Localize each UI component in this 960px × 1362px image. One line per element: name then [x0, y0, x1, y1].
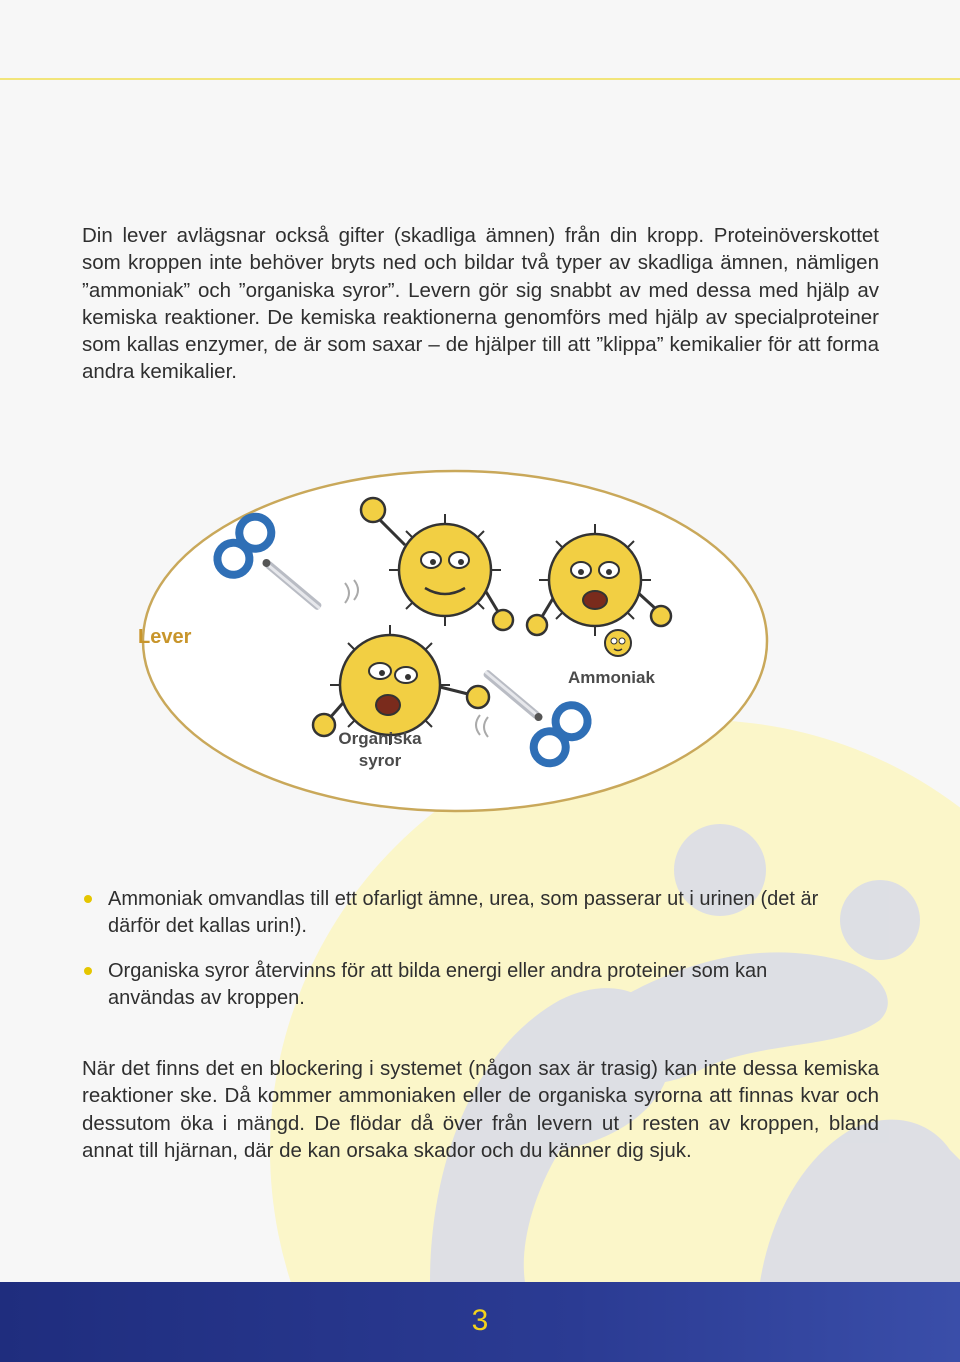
organiska-syror-label-line1: Organiska — [338, 729, 422, 748]
intro-paragraph: Din lever avlägsnar också gifter (skadliga ämnen) från din kropp. Proteinöverskottet som kroppen inte behöver bryts ned och bildar två typer av skadliga ämnen, nämligen ”ammoniak” och ”organiska syror”. Levern gör sig snabbt av med dessa med hjälp av kemiska reaktioner. De kemiska reaktionerna genomförs med hjälp av specialproteiner som kallas enzymer, de är som saxar – de hjälper till att ”klippa” kemikalier för att forma andra kemikalier. — [82, 224, 879, 384]
lever-label: Lever — [138, 626, 192, 648]
liver-illustration — [140, 445, 790, 835]
small-ammonia-character-icon — [605, 630, 631, 656]
organiska-syror-label — [328, 728, 432, 772]
organiska-syror-label-line2: syror — [358, 751, 402, 770]
page-number: 3 — [471, 1304, 489, 1337]
liver-oval — [143, 471, 767, 811]
ammoniak-label: Ammoniak — [568, 668, 655, 687]
closing-paragraph: När det finns det en blockering i systemet (någon sax är trasig) kan inte dessa kemiska reaktioner ske. Då kommer ammoniaken eller de organiska syrorna att finnas kvar och dessutom öka i mängd. De flödar då över från levern ut i resten av kroppen, bland annat till hjärnan, där de kan orsaka skador och du känner dig sjuk. — [82, 1057, 879, 1162]
list-item — [82, 886, 842, 940]
list-item — [82, 958, 842, 1012]
bullet-list — [82, 886, 842, 1030]
bullet-dot-icon — [84, 895, 92, 903]
bullet-text: Organiska syror återvinns för att bilda energi eller andra proteiner som kan användas av kroppen. — [108, 960, 768, 1009]
bullet-text: Ammoniak omvandlas till ett ofarligt ämne, urea, som passerar ut i urinen (det är därför det kallas urin!). — [108, 888, 819, 937]
bullet-dot-icon — [84, 967, 92, 975]
footer-bar — [0, 1282, 960, 1362]
